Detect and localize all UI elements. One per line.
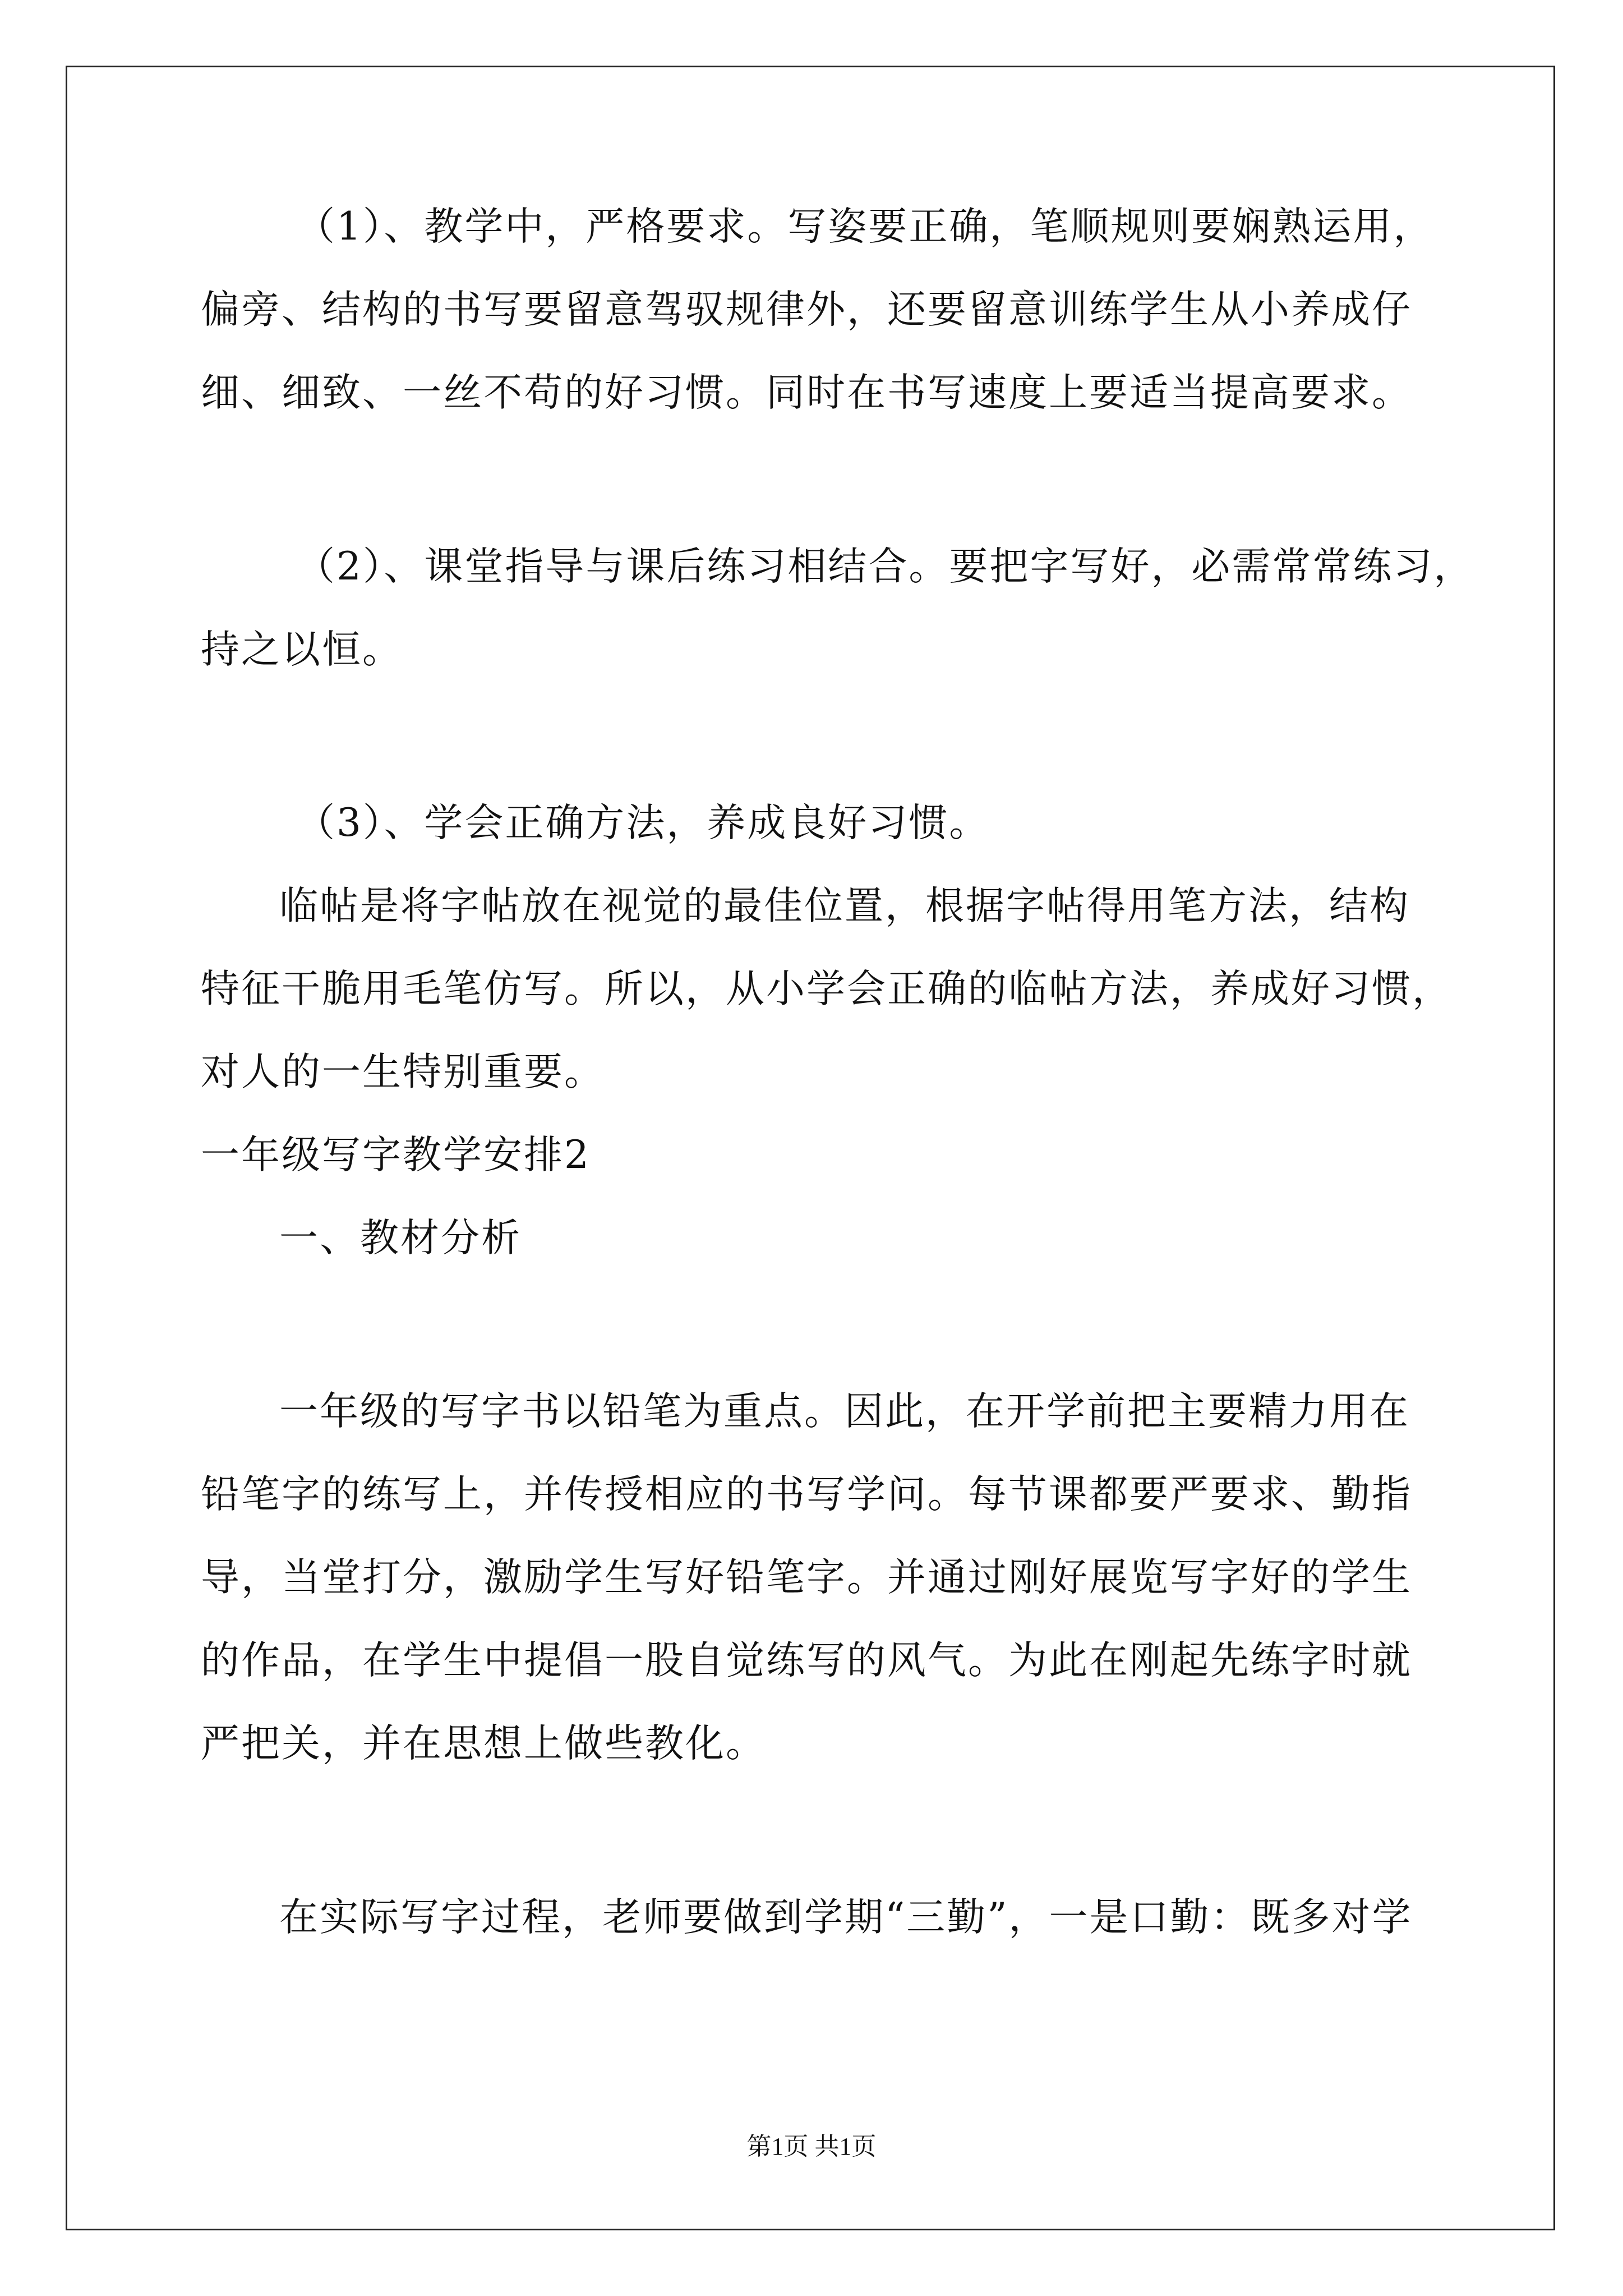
paragraph-line: 在实际写字过程，老师要做到学期“三勤”，一是口勤：既多对学 — [279, 1895, 1413, 1940]
paragraph-line: 严把关，并在思想上做些教化。 — [201, 1721, 766, 1766]
paragraph-line: 持之以恒。 — [201, 627, 403, 672]
paragraph-line: 临帖是将字帖放在视觉的最佳位置，根据字帖得用笔方法，结构 — [279, 884, 1410, 928]
paragraph-line: 偏旁、结构的书写要留意驾驭规律外，还要留意训练学生从小养成仔 — [201, 287, 1412, 332]
page-footer: 第1页 共1页 — [746, 2133, 877, 2160]
paragraph-line: （2）、课堂指导与课后练习相结合。要把字写好，必需常常练习， — [296, 544, 1474, 589]
paragraph-line: 铅笔字的练写上，并传授相应的书写学问。每节课都要严要求、勤指 — [201, 1472, 1412, 1517]
paragraph-line: （1）、教学中，严格要求。写姿要正确，笔顺规则要娴熟运用， — [296, 204, 1434, 249]
paragraph-line: 的作品，在学生中提倡一股自觉练写的风气。为此在刚起先练字时就 — [201, 1638, 1412, 1683]
paragraph-line: 一年级的写字书以铅笔为重点。因此，在开学前把主要精力用在 — [279, 1389, 1410, 1434]
paragraph-line: 导，当堂打分，激励学生写好铅笔字。并通过刚好展览写字好的学生 — [201, 1555, 1412, 1600]
paragraph-line: 对人的一生特别重要。 — [201, 1050, 605, 1094]
paragraph-line: 特征干脆用毛笔仿写。所以，从小学会正确的临帖方法，养成好习惯， — [201, 967, 1453, 1011]
subsection-heading: 一、教材分析 — [279, 1216, 522, 1260]
section-heading: 一年级写字教学安排2 — [201, 1133, 591, 1177]
paragraph-line: （3）、学会正确方法，养成良好习惯。 — [296, 800, 990, 845]
paragraph-line: 细、细致、一丝不苟的好习惯。同时在书写速度上要适当提高要求。 — [201, 370, 1412, 415]
